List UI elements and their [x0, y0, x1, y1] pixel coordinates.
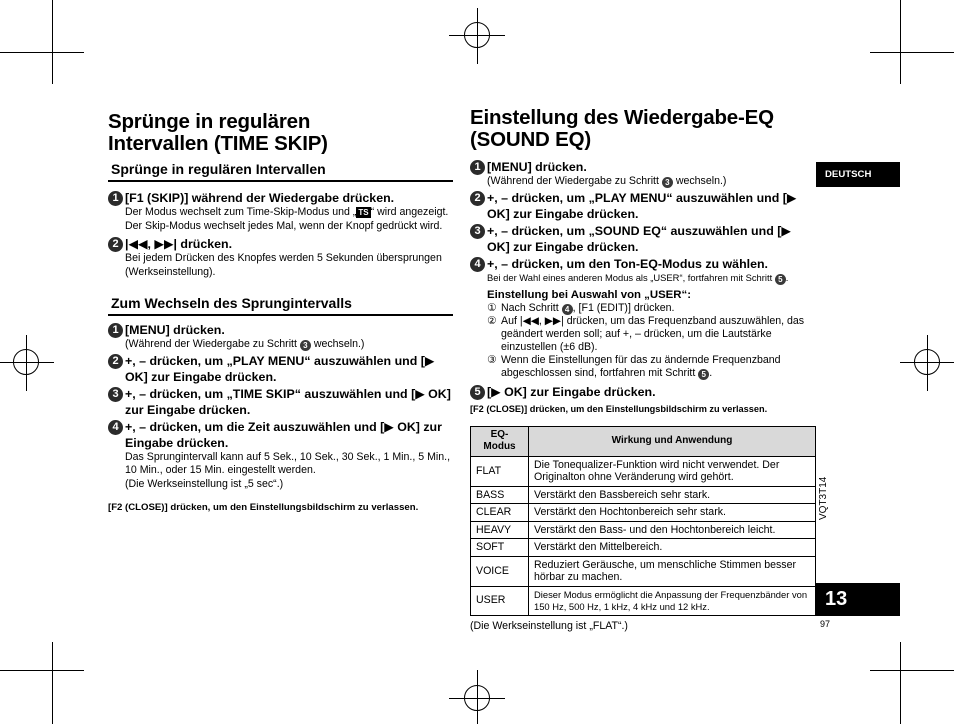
table-cell: BASS	[471, 486, 529, 504]
close-note: [F2 (CLOSE)] drücken, um den Einstellungsbildschirm zu verlassen.	[108, 502, 419, 513]
section-heading	[108, 295, 453, 316]
step-number-icon: 2	[108, 354, 123, 369]
registration-mark	[464, 22, 490, 48]
user-settings	[470, 288, 816, 380]
step-number-icon: 4	[470, 257, 485, 272]
crop-mark	[0, 670, 84, 671]
step-ref-icon: 5	[775, 274, 786, 285]
table-row	[471, 456, 816, 486]
section-rule	[108, 314, 453, 316]
step-detail: (Während der Wiedergabe zu Schritt 3 wechseln.)	[487, 175, 727, 187]
table-cell: Verstärkt den Hochtonbereich sehr stark.	[529, 504, 816, 522]
step-item	[108, 236, 453, 279]
table-cell: Verstärkt den Bassbereich sehr stark.	[529, 486, 816, 504]
section-heading-text: Zum Wechseln des Sprungintervalls	[111, 295, 352, 311]
step-detail: Das Sprungintervall kann auf 5 Sek., 10 Sek., 30 Sek., 1 Min., 5 Min., 10 Min., oder 15 Min. eingestellt werden.	[125, 450, 451, 476]
step-text: [MENU] drücken.	[487, 160, 587, 174]
language-tab: DEUTSCH	[816, 162, 900, 187]
step-number-icon: 1	[108, 323, 123, 338]
step-text: +, – drücken, um die Zeit auszuwählen und [▶ OK] zur Eingabe drücken.	[125, 419, 442, 450]
step-number-icon: 4	[108, 420, 123, 435]
step-item	[108, 353, 453, 385]
registration-mark	[464, 685, 490, 711]
table-cell: Verstärkt den Bass- und den Hochtonbereich leicht.	[529, 521, 816, 539]
default-note: (Die Werkseinstellung ist „FLAT“.)	[470, 619, 628, 632]
left-column	[108, 111, 453, 514]
step-number-icon: 3	[108, 387, 123, 402]
step-ref-icon: 3	[662, 177, 673, 188]
step-item	[470, 159, 816, 189]
step-text: +, – drücken, um „PLAY MENU“ auszuwählen und [▶ OK] zur Eingabe drücken.	[125, 353, 435, 384]
crop-mark	[0, 52, 84, 53]
step-text: |◀◀, ▶▶| drücken.	[125, 237, 233, 251]
crop-mark	[900, 0, 901, 84]
table-cell: FLAT	[471, 456, 529, 486]
step-detail: Bei der Wahl eines anderen Modus als „USER“, fortfahren mit Schritt 5 .	[487, 271, 789, 284]
registration-mark	[13, 349, 39, 375]
table-row	[471, 556, 816, 586]
title-line: Einstellung des Wiedergabe-EQ	[470, 106, 774, 129]
step-text: [F1 (SKIP)] während der Wiedergabe drücken.	[125, 191, 395, 205]
step-item	[108, 386, 453, 418]
title-line: Sprünge in regulären	[108, 110, 311, 133]
step-text: +, – drücken, um „TIME SKIP“ auszuwählen und [▶ OK] zur Eingabe drücken.	[125, 386, 451, 417]
table-cell: HEAVY	[471, 521, 529, 539]
table-cell: Die Tonequalizer-Funktion wird nicht verwendet. Der Originalton ohne Veränderung wird gehört.	[529, 456, 816, 486]
table-row	[471, 486, 816, 504]
table-cell: Reduziert Geräusche, um menschliche Stimmen besser hörbar zu machen.	[529, 556, 816, 586]
step-number-icon: 2	[108, 237, 123, 252]
crop-mark	[870, 670, 954, 671]
crop-mark	[52, 642, 53, 724]
step-ref-icon: 5	[698, 369, 709, 380]
step-item	[108, 419, 453, 492]
step-item	[108, 322, 453, 352]
user-item: ① Nach Schritt 4 , [F1 (EDIT)] drücken.	[487, 301, 675, 314]
table-cell: USER	[471, 586, 529, 615]
step-text: +, – drücken, um „PLAY MENU“ auszuwählen und [▶ OK] zur Eingabe drücken.	[487, 190, 797, 221]
step-item	[470, 384, 816, 400]
step-item	[470, 190, 816, 222]
page-title	[108, 111, 453, 155]
step-text: [MENU] drücken.	[125, 323, 225, 337]
section-rule	[108, 180, 453, 182]
table-cell: Dieser Modus ermöglicht die Anpassung der Frequenzbänder von 150 Hz, 500 Hz, 1 kHz, 4 kHz und 12 kHz.	[529, 586, 816, 615]
step-detail: Bei jedem Drücken des Knopfes werden 5 Sekunden übersprungen (Werkseinstellung).	[125, 252, 442, 278]
title-line: Intervallen (TIME SKIP)	[108, 132, 328, 155]
step-detail: (Während der Wiedergabe zu Schritt 3 wechseln.)	[125, 338, 365, 350]
crop-mark	[870, 52, 954, 53]
step-item	[470, 256, 816, 285]
user-item: ② Auf |◀◀, ▶▶| drücken, um das Frequenzband auszuwählen, das geändert werden soll; auf +, – drücken, um die Lautstärke einzustellen (±6 dB).	[487, 314, 805, 353]
table-cell: VOICE	[471, 556, 529, 586]
table-cell: SOFT	[471, 539, 529, 557]
table-row	[471, 504, 816, 522]
section-heading	[108, 161, 453, 182]
table-header-cell: Wirkung und Anwendung	[529, 426, 816, 456]
crop-mark	[900, 642, 901, 724]
step-text: [▶ OK] zur Eingabe drücken.	[487, 384, 656, 399]
step-number-icon: 3	[470, 224, 485, 239]
table-header-row	[471, 426, 816, 456]
step-number-icon: 1	[470, 160, 485, 175]
sheet-number: 97	[820, 619, 831, 629]
user-heading: Einstellung bei Auswahl von „USER“:	[487, 288, 691, 301]
step-ref-icon: 4	[562, 304, 573, 315]
section-heading-text: Sprünge in regulären Intervallen	[111, 161, 326, 177]
step-detail: (Die Werkseinstellung ist „5 sec“.)	[125, 477, 284, 490]
table-row	[471, 586, 816, 615]
crop-mark	[52, 0, 53, 84]
table-row	[471, 521, 816, 539]
page-title	[470, 107, 816, 151]
step-item	[470, 223, 816, 255]
user-item: ③ Wenn die Einstellungen für das zu ändernde Frequenzband abgeschlossen sind, fortfahren mit Schritt 5 .	[487, 353, 781, 379]
step-number-icon: 2	[470, 191, 485, 206]
time-skip-icon: TS	[358, 208, 369, 217]
title-line: (SOUND EQ)	[470, 128, 592, 151]
step-text: +, – drücken, um den Ton-EQ-Modus zu wählen.	[487, 256, 768, 271]
table-header-cell: EQ-Modus	[471, 426, 529, 456]
step-text: +, – drücken, um „SOUND EQ“ auszuwählen und [▶ OK] zur Eingabe drücken.	[487, 223, 791, 254]
table-cell: CLEAR	[471, 504, 529, 522]
step-detail: Der Modus wechselt zum Time-Skip-Modus und „ TS “ wird angezeigt. Der Skip-Modus wechselt jedes Mal, wenn der Knopf gedrückt wird.	[125, 206, 449, 232]
eq-mode-table	[470, 426, 816, 616]
step-number-icon: 5	[470, 385, 485, 400]
model-code: VQT3T14	[818, 476, 829, 520]
right-column	[470, 107, 816, 633]
step-ref-icon: 3	[300, 340, 311, 351]
registration-mark	[914, 349, 940, 375]
step-number-icon: 1	[108, 191, 123, 206]
table-cell: Verstärkt den Mittelbereich.	[529, 539, 816, 557]
table-row	[471, 539, 816, 557]
page-number: 13	[816, 583, 900, 616]
close-note: [F2 (CLOSE)] drücken, um den Einstellungsbildschirm zu verlassen.	[470, 403, 768, 414]
step-item	[108, 190, 453, 233]
